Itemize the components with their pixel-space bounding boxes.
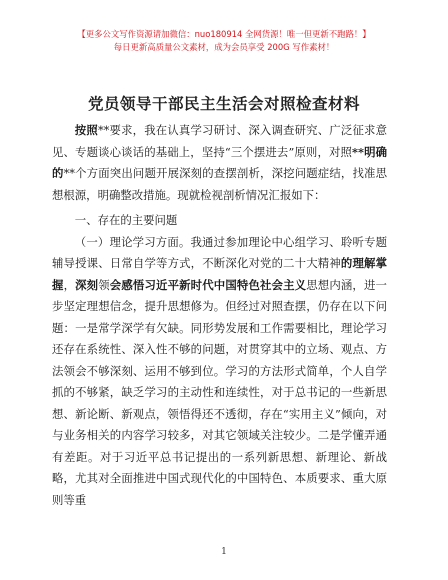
promo-banner (0, 28, 448, 54)
para1-bold-2: 深刻 (75, 277, 99, 292)
para1-text-3: 领 (98, 277, 110, 292)
sub-heading-label: （一）理论学习方面。 (74, 234, 191, 249)
intro-bold-2: **明确的 (52, 144, 387, 180)
para1-bold-3: 会感悟习近平新时代中国特色社会主义 (109, 277, 307, 292)
section-heading: 一、存在的主要问题 (74, 213, 178, 227)
para1-text-1: 我通过参加理论中心组学习、聆听专题辅导授课、日常自学等方式，不断深化对党的二十大精神 (52, 234, 387, 270)
intro-paragraph (52, 120, 387, 206)
page-number: 1 (221, 547, 227, 557)
intro-text: **要求，我在认真学习研讨、深入调查研究、广泛征求意见、专题谈心谈话的基础上，坚持“三个摆进去”原则，对照 (52, 123, 387, 159)
para1-bold-1: 的理解掌握 (52, 256, 387, 292)
para1-text-2: ， (63, 277, 76, 292)
document-body (52, 120, 387, 511)
promo-banner-line2: 每日更新高质量公文素材，成为会员享受 200G 写作素材！ (113, 42, 335, 52)
theory-study-paragraph (52, 232, 387, 512)
para1-text-4: 思想内涵，进一步坚定理想信念，提升思想修为。但经过对照查摆，仍存在以下问题：一是常学深学有欠缺。同形势发展和工作需要相比，理论学习还存在系统性、深入性不够的问题，对贯穿其中的立场、观点、方法领会不够深刻、运用不够到位。学习的方法形式简单，个人自学抓的不够紧，缺乏学习的主动性和连续性，对于总书记的一些新思想、新论断、新观点，领悟得还不透彻，存在“实用主义”倾向，对与业务相关的内容学习较多，对其它领域关注较少。二是学懂弄通有差距。对于习近平总书记提出的一系列新思想、新理论、新战略，尤其对全面推进中国式现代化的中国特色、本质要求、重大原则等重 (52, 277, 387, 507)
promo-banner-line1: 【更多公文写作资源请加微信：nuo180914 全网货源！唯一但更新不跑路！】 (77, 29, 371, 39)
document-title: 党员领导干部民主生活会对照检查材料 (87, 95, 360, 113)
intro-text-2: **个方面突出问题开展深刻的查摆剖析，深挖问题症结，找准思想根源，明确整改措施。现就检视剖析情况汇报如下： (52, 166, 387, 202)
intro-bold: 按照 (74, 123, 98, 137)
